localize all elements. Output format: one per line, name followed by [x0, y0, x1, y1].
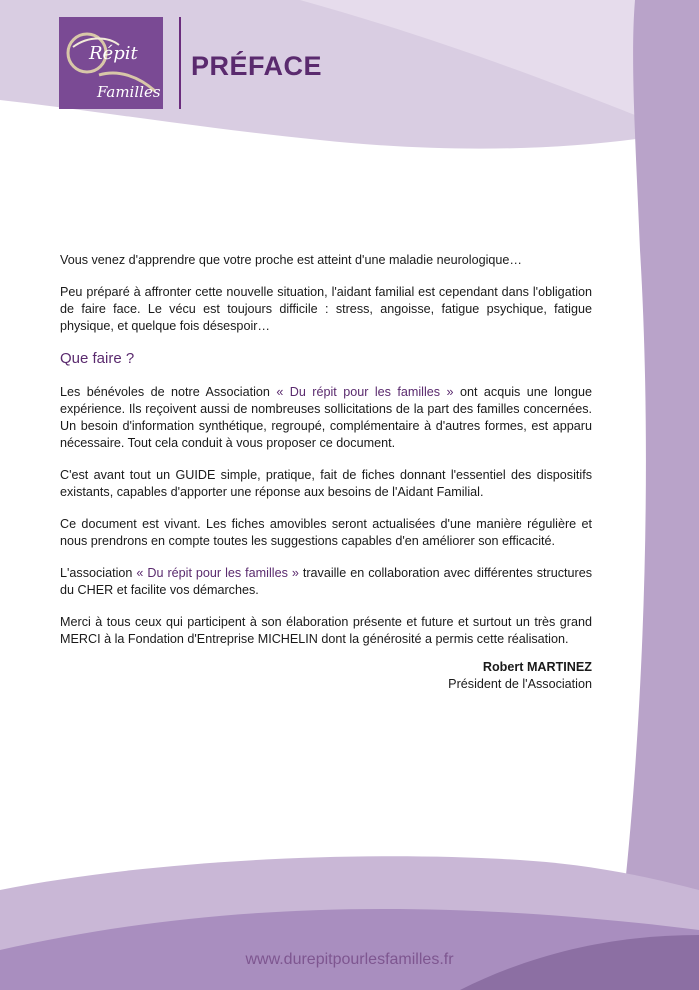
paragraph-situation: Peu préparé à affronter cette nouvelle situation, l'aidant familial est cependant dans l'obligation de faire face. Le vécu est toujours difficile : stress, angoisse, fatigue psychique, fatigue physique, et quelque fois désespoir…	[60, 285, 592, 333]
association-name: « Du répit pour les familles »	[276, 385, 454, 399]
paragraph-intro: Vous venez d'apprendre que votre proche est atteint d'une maladie neurologique…	[60, 253, 522, 267]
paragraph-guide: C'est avant tout un GUIDE simple, pratique, fait de fiches donnant l'essentiel des dispositifs existants, capables d'apporter une réponse aux besoins de l'Aidant Familial.	[60, 468, 592, 499]
section-heading: Que faire ?	[60, 350, 135, 367]
paragraph-living-document: Ce document est vivant. Les fiches amovibles seront actualisées d'une manière régulière et nous prendrons en compte toutes les suggestions capables d'en améliorer son efficacité.	[60, 517, 592, 548]
signature	[60, 659, 592, 693]
preface-body	[60, 252, 592, 693]
signature-name: Robert MARTINEZ	[482, 660, 592, 674]
association-name: « Du répit pour les familles »	[136, 566, 299, 580]
logo-text-repit: Répit	[89, 43, 138, 64]
logo-text-familles: Familles	[97, 83, 161, 101]
association-logo	[59, 17, 163, 109]
signature-role: Président de l'Association	[448, 677, 592, 691]
footer-website-link[interactable]: www.durepitpourlesfamilles.fr	[245, 951, 454, 968]
paragraph-association: Les bénévoles de notre Association « Du répit pour les familles » ont acquis une longue expérience. Ils reçoivent aussi de nombreuses sollicitations de la part des familles concernées. Un besoin d'information synthétique, regroupé, complémentaire à d'autres formes, est apparu nécessaire. Tout cela conduit à vous proposer ce document.	[60, 385, 592, 450]
paragraph-collaboration: L'association « Du répit pour les familles » travaille en collaboration avec différentes structures du CHER et facilite vos démarches.	[60, 566, 592, 597]
paragraph-thanks: Merci à tous ceux qui participent à son élaboration présente et future et surtout un très grand MERCI à la Fondation d'Entreprise MICHELIN dont la générosité a permis cette réalisation.	[60, 615, 592, 646]
page-title: PRÉFACE	[191, 51, 323, 81]
title-divider	[179, 17, 181, 109]
